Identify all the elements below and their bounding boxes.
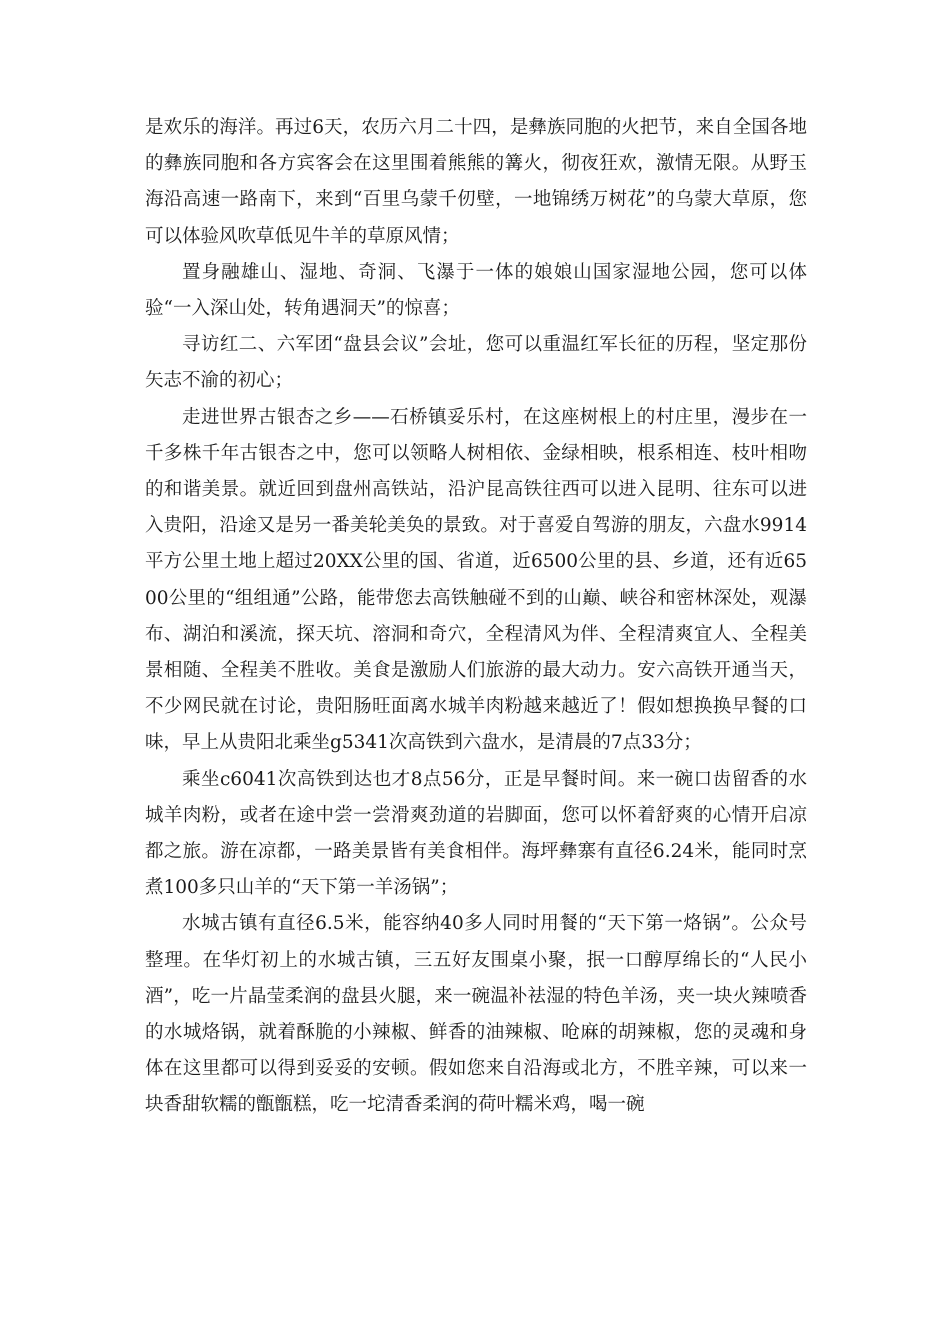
document-body bbox=[145, 110, 807, 1124]
paragraph-2: 置身融雄山、湿地、奇洞、飞瀑于一体的娘娘山国家湿地公园，您可以体验“一入深山处，转角遇洞天”的惊喜； bbox=[145, 261, 807, 320]
paragraph-4: 走进世界古银杏之乡——石桥镇妥乐村，在这座树根上的村庄里，漫步在一千多株千年古银杏之中，您可以领略人树相依、金绿相映，根系相连、枝叶相吻的和谐美景。就近回到盘州高铁站，沿沪昆高铁往西可以进入昆明、往东可以进入贵阳，沿途又是另一番美轮美奂的景致。对于喜爱自驾游的朋友，六盘水9914平方公里土地上超过20XX公里的国、省道，近6500公里的县、乡道，还有近6500公里的“组组通”公路，能带您去高铁触碰不到的山巅、峡谷和密林深处，观瀑布、湖泊和溪流，探天坑、溶洞和奇穴，全程清风为伴、全程清爽宜人、全程美景相随、全程美不胜收。美食是激励人们旅游的最大动力。安六高铁开通当天，不少网民就在讨论，贵阳肠旺面离水城羊肉粉越来越近了！假如想换换早餐的口味，早上从贵阳北乘坐g5341次高铁到六盘水，是清晨的7点33分； bbox=[145, 406, 807, 754]
paragraph-6: 水城古镇有直径6.5米，能容纳40多人同时用餐的“天下第一烙锅”。公众号整理。在华灯初上的水城古镇，三五好友围桌小聚，抿一口醇厚绵长的“人民小酒”，吃一片晶莹柔润的盘县火腿，来一碗温补祛湿的特色羊汤，夹一块火辣喷香的水城烙锅，就着酥脆的小辣椒、鲜香的油辣椒、呛麻的胡辣椒，您的灵魂和身体在这里都可以得到妥妥的安顿。假如您来自沿海或北方，不胜辛辣，可以来一块香甜软糯的甑甑糕，吃一坨清香柔润的荷叶糯米鸡，喝一碗 bbox=[145, 913, 807, 1116]
paragraph-1: 是欢乐的海洋。再过6天，农历六月二十四，是彝族同胞的火把节，来自全国各地的彝族同胞和各方宾客会在这里围着熊熊的篝火，彻夜狂欢，激情无限。从野玉海沿高速一路南下，来到“百里乌蒙千仞壁，一地锦绣万树花”的乌蒙大草原，您可以体验风吹草低见牛羊的草原风情； bbox=[145, 117, 807, 247]
paragraph-5: 乘坐c6041次高铁到达也才8点56分，正是早餐时间。来一碗口齿留香的水城羊肉粉，或者在途中尝一尝滑爽劲道的岩脚面，您可以怀着舒爽的心情开启凉都之旅。游在凉都，一路美景皆有美食相伴。海坪彝寨有直径6.24米，能同时烹煮100多只山羊的“天下第一羊汤锅”； bbox=[145, 768, 807, 899]
paragraph-3: 寻访红二、六军团“盘县会议”会址，您可以重温红军长征的历程，坚定那份矢志不渝的初心； bbox=[145, 334, 807, 392]
